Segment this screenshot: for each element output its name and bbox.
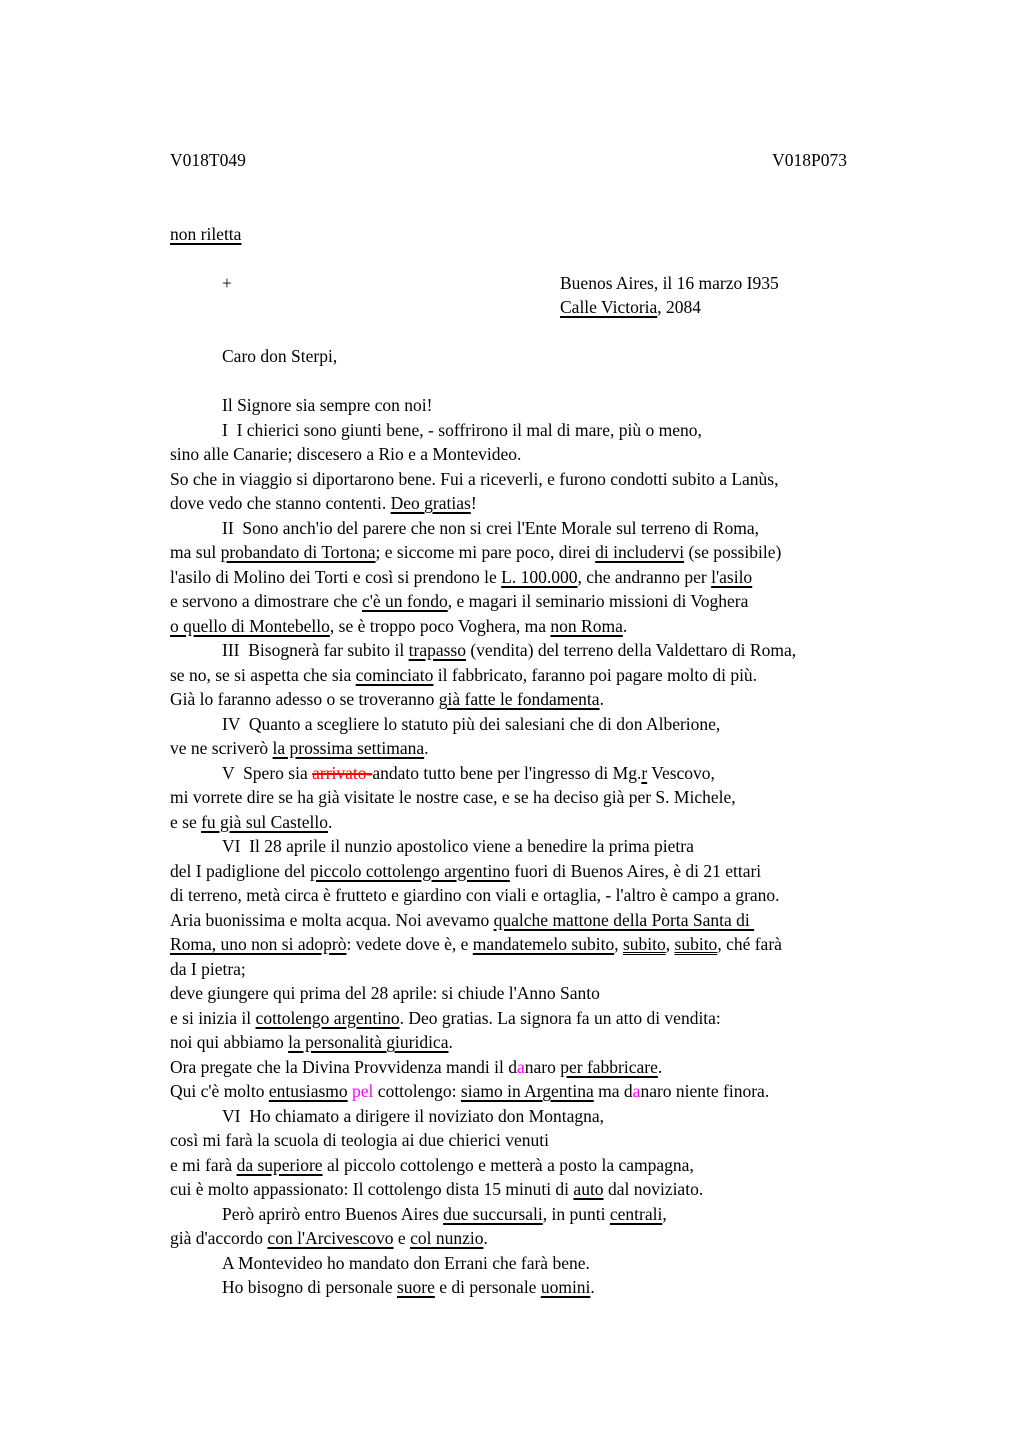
underlined-text: fu già sul Castello [201,811,328,832]
plain-text: ma d [593,1081,633,1101]
plain-text: , se è troppo poco Voghera, ma [329,615,551,636]
plain-text: e servono a dimostrare che [170,591,362,611]
letter-line [170,638,1024,663]
plain-text: mi vorrete dire se ha già visitate le nostre case, e se ha deciso già per S. Michele, [170,787,736,807]
underlined-text: due succursali [443,1203,543,1224]
plain-text: Vescovo, [647,762,715,783]
underlined-text: o quello di Montebello [170,615,330,636]
letter-line [170,761,1024,786]
plain-text: Ho bisogno di personale [222,1277,397,1297]
letter-line [170,908,1024,933]
plain-text: e di personale [434,1277,541,1297]
letter-line [170,1128,1024,1153]
underlined-text: L. 100.000 [501,566,578,587]
letter-line [170,271,1024,296]
underlined-text: per fabbricare [560,1056,658,1077]
letter-line [170,1153,1024,1178]
plain-text: il fabbricato, faranno poi pagare molto di più. [433,664,758,685]
plain-text: + [222,272,232,293]
dateline-text [560,271,779,296]
plain-text: l'asilo di Molino dei Torti e così si prendono le [170,566,502,587]
plain-text: del I padiglione del [170,860,310,881]
plain-text: A Montevideo ho mandato don Errani che farà bene. [222,1252,590,1273]
plain-text: Caro don Sterpi, [222,346,338,366]
double-underlined-text: subito [674,934,718,954]
archive-code-right: V018P073 [772,150,847,170]
magenta-text: a [632,1081,641,1101]
underlined-text: mandatemelo subito [472,934,615,954]
plain-text: Qui c'è molto [170,1081,269,1101]
letter-line [170,736,1024,761]
plain-text: cottolengo: [373,1081,461,1101]
letter-line [170,491,1024,516]
magenta-text: a [516,1056,525,1077]
underlined-text: già fatte le fondamenta [438,689,600,709]
letter-line [170,344,1024,369]
plain-text: , ché farà [717,934,782,954]
plain-text: al piccolo cottolengo e metterà a posto la campagna, [322,1154,694,1175]
letter-line [170,614,1024,639]
plain-text: già d'accordo [170,1228,268,1248]
plain-text: (se possibile) [684,542,782,562]
plain-text: , [662,1203,667,1224]
plain-text: . [483,1228,488,1248]
letter-line [170,565,1024,590]
underlined-text: la prossima settimana [272,738,425,758]
plain-text: così mi farà la scuola di teologia ai due chierici venuti [170,1130,550,1150]
underlined-text: trapasso [408,640,466,660]
plain-text: da I pietra; [170,958,246,979]
plain-text: ma sul [170,542,221,562]
plain-text: e se [170,811,202,832]
letter-line [170,540,1024,565]
plain-text: Però aprirò entro Buenos Aires [222,1203,444,1224]
plain-text: VI Ho chiamato a dirigere il noviziato don Montagna, [222,1105,604,1126]
underlined-text: cominciato [355,664,434,685]
letter-line [170,295,1024,320]
letter-line [170,712,1024,737]
letter-line [170,1251,1024,1276]
plain-text: V Spero sia [222,762,313,783]
plain-text: , [665,934,675,954]
plain-text: . Deo gratias. La signora fa un atto di vendita: [399,1007,721,1028]
letter-line [170,1177,1024,1202]
underlined-text: qualche mattone della Porta Santa di [493,909,755,930]
letter-line [170,981,1024,1006]
underlined-text: cottolengo argentino [255,1007,400,1028]
plain-text: e mi farà [170,1154,237,1175]
plain-text: ; e siccome mi pare poco, direi [375,542,596,562]
letter-line [170,1079,1024,1104]
plain-text: deve giungere qui prima del 28 aprile: si chiude l'Anno Santo [170,983,600,1003]
letter-line [170,222,1024,247]
underlined-text: c'è un fondo [361,591,448,611]
plain-text: andato tutto bene per l'ingresso di Mg. [372,762,642,783]
plain-text: , [614,934,623,954]
underlined-text: da superiore [236,1154,323,1175]
magenta-text: pel [352,1081,374,1101]
underlined-text: non riletta [170,223,242,244]
letter-line [170,834,1024,859]
underlined-text: probandato di Tortona [220,542,376,562]
plain-text: VI Il 28 aprile il nunzio apostolico viene a benedire la prima pietra [222,836,694,856]
document-content [170,148,1024,1300]
archive-code-left: V018T049 [170,150,246,170]
underlined-text: piccolo cottolengo argentino [309,860,510,881]
letter-line [170,393,1024,418]
plain-text: Ora pregate che la Divina Provvidenza mandi il d [170,1056,517,1077]
letter-line [170,1104,1024,1129]
plain-text: dove vedo che stanno contenti. [170,493,391,513]
plain-text: ! [470,493,477,513]
plain-text: I I chierici sono giunti bene, - soffrirono il mal di mare, più o meno, [222,419,702,440]
underlined-text: suore [396,1277,435,1297]
blank-line [170,320,1024,345]
letter-line [170,810,1024,835]
underlined-text: centrali [609,1203,663,1224]
letter-line [170,516,1024,541]
underlined-text: l'asilo [711,566,753,587]
underlined-text: auto [573,1179,604,1199]
plain-text: e si inizia il [170,1007,256,1028]
letter-line [170,1055,1024,1080]
plain-text: naro niente finora. [640,1081,770,1101]
blank-line [170,246,1024,271]
plain-text: . [327,811,333,832]
letter-line [170,1030,1024,1055]
underlined-text: r [641,762,648,783]
plain-text: di terreno, metà circa è frutteto e giardino con viali e ortaglia, - l'altro è campo a grano. [170,885,780,905]
letter-body [170,173,1024,1300]
plain-text: ve ne scriverò [170,738,273,758]
underlined-text: siamo in Argentina [460,1081,594,1101]
plain-text: Già lo faranno adesso o se troveranno [170,689,439,709]
underlined-text: Deo gratias [390,493,471,513]
plain-text: Buenos Aires, il 16 marzo I935 [560,272,779,293]
plain-text: . [590,1277,595,1297]
plain-text: : vedete dove è, e [346,934,473,954]
letter-line [170,932,1024,957]
underlined-text: uomini [540,1277,591,1297]
underlined-text: non Roma [550,615,623,636]
plain-text: fuori di Buenos Aires, è di 21 ettari [509,860,762,881]
letter-line [170,1202,1024,1227]
underlined-text: di includervi [595,542,685,562]
plain-text: Il Signore sia sempre con noi! [222,395,433,415]
plain-text: II Sono anch'io del parere che non si crei l'Ente Morale sul terreno di Roma, [222,517,759,538]
underlined-text: col nunzio [410,1228,484,1248]
plain-text: III Bisognerà far subito il [222,640,409,660]
plain-text: noi qui abbiamo [170,1032,289,1052]
letter-line [170,467,1024,492]
double-underlined-text: subito [622,934,666,954]
letter-line [170,883,1024,908]
plain-text: , 2084 [657,297,702,317]
plain-text: sino alle Canarie; discesero a Rio e a Montevideo. [170,444,522,464]
document-header [170,148,847,173]
plain-text: , in punti [542,1203,610,1224]
plain-text: . [448,1032,453,1052]
dateline-text [560,295,701,320]
plain-text: se no, se si aspetta che sia [170,664,356,685]
letter-line [170,442,1024,467]
plain-text: IV Quanto a scegliere lo statuto più dei salesiani che di don Alberione, [222,713,721,734]
letter-line [170,1006,1024,1031]
letter-line [170,1275,1024,1300]
plain-text: e [393,1228,411,1248]
underlined-text: Calle Victoria [560,297,658,317]
plain-text: Aria buonissima e molta acqua. Noi avevamo [170,909,494,930]
underlined-text: Roma, uno non si adoprò [170,934,347,954]
plain-text: . [424,738,429,758]
plain-text: cui è molto appassionato: Il cottolengo dista 15 minuti di [170,1179,574,1199]
blank-line [170,369,1024,394]
letter-line [170,589,1024,614]
plain-text: (vendita) del terreno della Valdettaro di Roma, [465,640,797,660]
plain-text: . [599,689,604,709]
letter-line [170,663,1024,688]
plain-text: So che in viaggio si diportarono bene. Fui a riceverli, e furono condotti subito a Lanùs, [170,468,779,489]
plain-text: . [657,1056,663,1077]
underlined-text: la personalità giuridica [288,1032,449,1052]
underlined-text: con l'Arcivescovo [267,1228,394,1248]
letter-line [170,418,1024,443]
letter-line [170,1226,1024,1251]
struck-red-text: arrivato- [312,762,373,783]
blank-line [170,173,1024,198]
blank-line [170,197,1024,222]
plain-text: . [622,615,628,636]
plain-text: , e magari il seminario missioni di Voghera [447,591,749,611]
plain-text: naro [524,1056,561,1077]
letter-line [170,957,1024,982]
underlined-text: entusiasmo [268,1081,348,1101]
letter-line [170,687,1024,712]
plain-text: dal noviziato. [603,1179,704,1199]
plain-text: , che andranno per [577,566,712,587]
letter-line [170,785,1024,810]
letter-line [170,859,1024,884]
